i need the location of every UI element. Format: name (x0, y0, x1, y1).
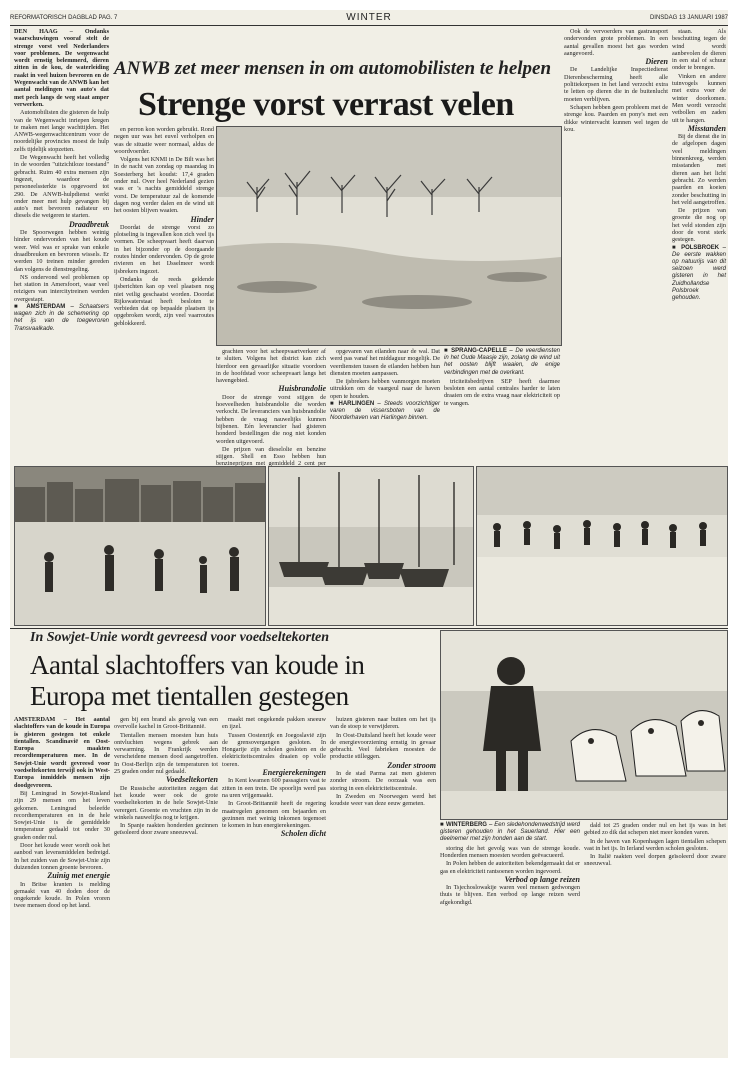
story1-paragraph: NS ondervond wel problemen op het station in Amersfoort, waar veel reizigers van intercitytreinen werden overgestapt. (14, 273, 109, 303)
story2-paragraph: Tientallen mensen moesten hun huis ontvluchten wegens gebrek aan verwarming. In Frankrijk werden verscheidene mensen dood aangetroffen. In Oost-Berlijn zijn de temperaturen tot 25 graden onder nul gedaald. (114, 731, 218, 776)
story2-column-3 (222, 716, 326, 1056)
story2-paragraph: In Polen hebben de autoriteiten bekendgemaakt dat er gas en elektriciteit rantsoenen worden ingevoerd. (440, 860, 580, 875)
story1-paragraph: De Spoorwegen hebben weinig hinder ondervonden van het koude weer. Wel was er sprake van enkele draadbreuken en bevroren wissels. Er werden 10 treinen minder gereden dan volgens de dienstregeling. (14, 229, 109, 273)
story1-paragraph: Door de strenge vorst stijgen de hoeveelheden huisbrandolie die worden verkocht. De leveranciers van huisbrandolie hebben de vraag nauwelijks kunnen bijbenen. Eén leverancier had gisteren honderd bestellingen die nog niet konden worden uitgevoerd. (216, 393, 326, 445)
photo-caption-amsterdam: ■ AMSTERDAM – Schaatsers wagen zich in de schemering op het ijs van de toegevroren Transvaalkade. (14, 303, 110, 332)
header-rule (10, 25, 728, 26)
story2-subheading: Verbod op lange reizen (504, 874, 580, 884)
story2-subheading: Voedseltekorten (166, 775, 218, 785)
story1-subheading: Dieren (645, 57, 668, 67)
caption-place: AMSTERDAM (26, 303, 66, 310)
story1-column-3 (216, 348, 326, 468)
story2-paragraph: dald tot 25 graden onder nul en het ijs was in het gebied zo dik dat schepen niet meer konden varen. (584, 822, 726, 837)
story2-paragraph: In de haven van Kopenhagen lagen tientallen schepen vast in het ijs. In Ierland werden scholen gesloten. (584, 837, 726, 852)
story1-paragraph: Automobilisten die gisteren de hulp van de Wegenwacht inriepen kregen te maken met lange wachttijden. Het ANWB-wegenwachtcentrum voor de noordelijke provincies moest de hulp zelfs tijdelijk stopzetten. (14, 109, 109, 153)
story1-subheading: Misstanden (687, 123, 726, 133)
photo-caption-polsbroek: ■ POLSBROEK – De eerste wakken op natuurijs van dit seizoen werd gisteren in het Zuidhollandse Polsbroek gehouden. (672, 244, 726, 302)
story1-paragraph: Schapen hebben geen probleem met de strenge kou. Paarden en pony's met een dikke wintervacht kunnen wel tegen de kou. (564, 103, 668, 133)
story2-headline-line: Aantal slachtoffers van koude in (30, 650, 365, 680)
photo-frozen-landscape (216, 126, 562, 346)
story1-paragraph: Vinken en andere tuinvogels kunnen met extra voer de winter doorkomen. Men wordt verzocht vetbollen en zaden uit te hangen. (672, 72, 726, 124)
header-date: DINSDAG 13 JANUARI 1987 (649, 15, 728, 21)
caption-text: Schaatsers wagen zich in de schemering op het ijs van de toegevroren Transvaalkade. (14, 303, 110, 332)
story1-column-5 (444, 348, 560, 462)
story2-paragraph: Door het koude weer wordt ook het aanbod van levensmiddelen bedreigd. In het zuiden van de Sowjet-Unie zijn duizenden tonnen groente bevroren. (14, 842, 110, 871)
caption-place: POLSBROEK (681, 244, 720, 251)
story2-headline (30, 650, 450, 712)
story2-paragraph: In Kent kwamen 600 passagiers vast te zitten in een trein. De spoorlijn werd pas na uren vrijgemaakt. (222, 777, 326, 799)
story1-paragraph: opgevaren van eilanden naar de wal. Dat werd pas vanaf het middaguur mogelijk. De veerdiensten tussen de eilanden hebben hun diensten moeten aanpassen. (330, 348, 440, 377)
caption-place: HARLINGEN (338, 401, 375, 408)
story1-lead: DEN HAAG – Ondanks waarschuwingen vooraf stelt de strenge vorst veel Nederlanders voor problemen. De wegenwacht wordt ernstig belemmerd, dieren zitten in de kou, de waterleiding raakt in veel huizen bevroren en de Wegenwacht van de ANWB kan het aantal meldingen van auto's dat met pech langs de weg staat amper verwerken. (14, 28, 109, 108)
story1-paragraph: grachten voor het scheepvaartverkeer af te sluiten. Volgens het district kan zich hierdoor een gevaarlijke situatie voordoen in de hoofdstad voor scheepvaart langs het havengebied. (216, 348, 326, 385)
story2-paragraph: In Spanje raakten honderden gezinnen geïsoleerd door zware sneeuwval. (114, 822, 218, 837)
story2-paragraph: In Groot-Brittannië heeft de regering maatregelen genomen om bejaarden en gezinnen met weinig inkomen tegemoet te komen in hun energierekeningen. (222, 800, 326, 830)
story2-paragraph: De Russische autoriteiten zeggen dat het koude weer ook de grote voedseltekorten in de hele Sowjet-Unie verergert. Groente en vruchten zijn in de winkels nauwelijks nog te krijgen. (114, 784, 218, 821)
story2-headline-line: Europa met tientallen gestegen (30, 681, 349, 711)
story2-column-5 (440, 822, 580, 1056)
photo-skaters-polsbroek (476, 466, 728, 626)
newspaper-page (10, 10, 728, 1058)
story2-paragraph: In Tsjechoslowakije waren veel mensen gedwongen thuis te blijven. Een verbod op lange reizen werd afgekondigd. (440, 884, 580, 906)
story1-paragraph: Volgens het KNMI in De Bilt was het in de nacht van zondag op maandag in Soesterberg het koudst: 17,4 graden onder nul. Over heel Nederland gezien was er 's nachts gemiddeld strenge vorst. De temperatuur zal de komende dagen nog verder dalen en de wind uit het oosten blijven waaien. (114, 156, 214, 215)
story2-subheading: Scholen dicht (280, 829, 326, 839)
caption-place: SPRANG-CAPELLE (451, 348, 507, 354)
story2-paragraph: In Oost-Duitsland heeft het koude weer de energievoorziening ernstig in gevaar gebracht. Veel fabrieken moesten de productie stilleggen. (330, 731, 436, 761)
story2-column-1 (14, 716, 110, 1056)
photo-caption-winterberg: ■ WINTERBERG – Een sledehondenwedstrijd werd gisteren gehouden in het Sauerland. Hier een deelnemer met zijn honden aan de start. (440, 822, 580, 843)
story1-subheading: Huisbrandolie (278, 384, 326, 394)
photo-skaters-amsterdam (14, 466, 266, 626)
story2-paragraph: Tussen Oostenrijk en Joegoslavië zijn de grensovergangen gesloten. In Hongarije zijn scholen gesloten en de elektriciteitscentrales draaien op volle toeren. (222, 731, 326, 768)
story2-lead: AMSTERDAM – Het aantal slachtoffers van de koude in Europa is gisteren gestegen tot enkele tientallen. Scandinavië en Oost-Europa maakten recordtemperaturen mee. In de Sowjet-Unie wordt gevreesd voor voedseltekorten terwijl ook in West-Europa inmiddels mensen zijn doodgevroren. (14, 716, 110, 789)
story1-paragraph: Doordat de strenge vorst zo plotseling is ingevallen kon zich veel ijs vormen. De scheepvaart heeft daarvan in het bijzonder op de doorgaande routes hinder ondervonden. Op de grote rivieren en het IJsselmeer wordt ijsbrekers ingezet. (114, 223, 214, 275)
photo-caption-harlingen: ■ HARLINGEN – Steeds voorzichtiger varen de vissersboten van de Noorderhaven van Harlingen binnen. (330, 401, 441, 422)
story1-paragraph: Bij de dienst die in de afgelopen dagen veel meldingen binnenkreeg, werden misstanden met dieren aan het licht gebracht. Zo werden paarden en koeien zonder beschutting in het veld aangetroffen. (672, 133, 727, 206)
story2-paragraph: In Zweden en Noorwegen werd het koudste weer van deze eeuw gemeten. (330, 792, 436, 808)
caption-text: De veerdiensten in het Oude Maasje zijn, zolang de wind uit het oosten blijft waaien, de enige verbindingen met de overkant. (444, 348, 560, 376)
story1-kicker: ANWB zet meer mensen in om automobilisten te helpen (114, 58, 552, 79)
story2-subheading: Energierekeningen (262, 768, 326, 778)
story2-paragraph: storing die het gevolg was van de strenge koude. Honderden mensen moesten worden geëvacueerd. (440, 844, 580, 859)
story1-paragraph: De ijsbrekers hebben vanmorgen moeten uitrukken om de vaargeul naar de haven open te houden. (330, 378, 440, 400)
photo-sled-dogs-winterberg (440, 630, 728, 820)
story1-paragraph: Ook de vervoerders van gastransport ondervonden grote problemen. In een aantal gevallen moest het gas worden aangevoerd. (564, 28, 668, 57)
story2-paragraph: huizen gisteren naar buiten om het ijs van de stoep te verwijderen. (330, 716, 436, 731)
story1-subheading: Hinder (190, 214, 214, 224)
story2-paragraph: maakt met ongekende pakken sneeuw en ijzel. (222, 716, 326, 731)
story1-paragraph: De prijzen van groente die nog op het veld stonden zijn door de vorst sterk gestegen. (672, 207, 726, 244)
story2-kicker: In Sowjet-Unie wordt gevreesd voor voedseltekorten (30, 630, 330, 645)
story1-subheading: Draadbreuk (68, 219, 109, 229)
photo-boats-harlingen (268, 466, 474, 626)
caption-text: De eerste wakken op natuurijs van dit seizoen werd gisteren in het Zuidhollandse Polsbroek gehouden. (672, 251, 726, 302)
story1-paragraph: De Landelijke Inspectiedienst Dierenbescherming heeft alle politiekorpsen in het land verzocht extra te letten op dieren die in de buitenlucht moeten verblijven. (564, 66, 668, 103)
header-publication: REFORMATORISCH DAGBLAD PAG. 7 (10, 15, 118, 21)
story1-paragraph: staan. Als beschutting tegen de wind wordt aanbevolen de dieren in een stal of schuur onder te brengen. (672, 28, 726, 72)
story1-paragraph: Ondanks de reeds geldende ijsberichten kan op veel plaatsen nog niet veilig geschaatst worden. Doordat Rijkswaterstaat heeft besloten te verbieden dat op bepaalde plaatsen ijs opgebroken wordt, zijn veel vaarroutes geblokkeerd. (114, 275, 214, 327)
page-header (10, 12, 728, 24)
caption-text: Een sledehondenwedstrijd werd gisteren gehouden in het Sauerland. Hier een deelnemer met zijn honden aan de start. (440, 822, 580, 843)
header-section: WINTER (346, 12, 392, 23)
story1-paragraph: De Wegenwacht heeft het volledig in de woorden "uitzichtloze toestand" gebracht. Ruim 40 extra mensen zijn ingezet, waardoor de personeelssterkte is opgevoerd tot 290. De ANWB-hulpdienst werkt onder meer met hulp gevangen bij auto's met bevroren radiateur en diesels die weigeren te starten. (14, 154, 109, 220)
story1-paragraph: De prijzen van dieselolie en benzine stijgen. Shell en Esso hebben hun benzineprijzen met gemiddeld 2 cent per (216, 445, 326, 468)
story1-headline: Strenge vorst verrast velen (138, 86, 514, 123)
caption-place: WINTERBERG (445, 822, 487, 828)
story1-column-7 (672, 28, 726, 464)
story1-paragraph: en perron kon worden gebruikt. Rond negen uur was het euvel verholpen en was de situatie weer normaal, aldus de woordvoerder. (114, 126, 214, 155)
story2-paragraph: In Italië raakten veel dorpen geïsoleerd door zware sneeuwval. (584, 853, 726, 868)
story2-column-4 (330, 716, 436, 1056)
story-divider (10, 628, 728, 629)
story1-column-6 (564, 28, 668, 464)
story1-column-2 (114, 126, 214, 462)
story2-paragraph: In de stad Parma zat men gisteren zonder stroom. De oorzaak was een storing in een elektriciteitscentrale. (330, 770, 436, 792)
story1-paragraph: triciteitsbedrijven SEP heeft daarmee besloten een aantal centrales harder te laten draaien om de extra vraag naar elektriciteit op te vangen. (444, 377, 560, 407)
caption-text: Steeds voorzichtiger varen de vissersboten van de Noorderhaven van Harlingen binnen. (330, 401, 441, 422)
photo-caption-sprang-capelle: ■ SPRANG-CAPELLE – De veerdiensten in het Oude Maasje zijn, zolang de wind uit het oosten blijft waaien, de enige verbindingen met de overkant. (444, 348, 560, 376)
story1-column-4 (330, 348, 440, 462)
story2-paragraph: Bij Leningrad in Sowjet-Rusland zijn 29 mensen om het leven gekomen. Leningrad beleefde recordtemperaturen en in de hele Sowjet-Unie is de gemiddelde temperatuur gedaald tot onder 30 graden onder nul. (14, 789, 110, 841)
story2-column-2 (114, 716, 218, 1056)
story1-column-1 (14, 28, 109, 460)
story2-paragraph: In Britse kranten is melding gemaakt van 40 doden door de ongekende koude. In Polen vroren twee mensen dood op het land. (14, 880, 110, 910)
story2-paragraph: gen bij een brand als gevolg van een overvolle kachel in Groot-Brittannië. (114, 716, 218, 731)
story2-column-6 (584, 822, 726, 1056)
story2-subheading: Zuinig met energie (47, 871, 110, 881)
story2-subheading: Zonder stroom (387, 760, 436, 770)
